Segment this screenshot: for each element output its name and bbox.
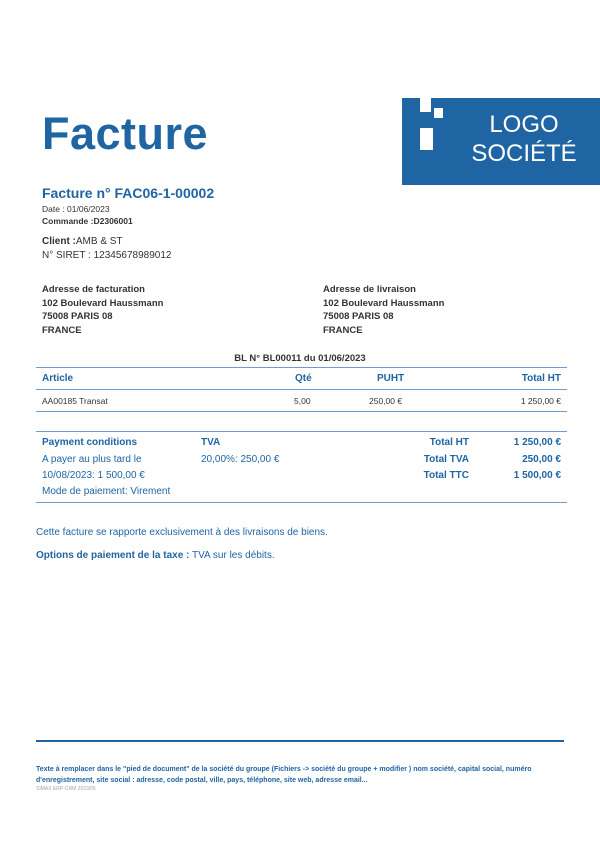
payment-conditions-title: Payment conditions: [42, 437, 138, 448]
logo-text: [454, 110, 594, 168]
total-tva-label: Total TVA: [423, 454, 469, 465]
payment-deadline: A payer au plus tard le: [42, 454, 142, 465]
summary-bottom-rule: [36, 502, 567, 503]
document-title: Facture: [42, 108, 209, 159]
col-header-puht: PUHT: [377, 373, 405, 384]
tax-option-note: [36, 550, 275, 561]
row-article: AA00185 Transat: [42, 396, 108, 406]
total-tva-value: 250,00 €: [522, 454, 561, 465]
goods-note: Cette facture se rapporte exclusivement à des livraisons de biens.: [36, 527, 328, 538]
total-ttc-label: Total TTC: [423, 470, 469, 481]
logo-shape: [434, 108, 443, 118]
logo-line-1: LOGO: [489, 111, 559, 138]
billing-title: Adresse de facturation: [42, 284, 145, 295]
summary-top-rule: [36, 431, 567, 432]
table-top-rule: [36, 367, 567, 368]
order-number: Commande :D2306001: [42, 216, 133, 226]
billing-address: [42, 283, 163, 337]
payment-mode: Mode de paiement: Virement: [42, 486, 171, 497]
shipping-line-3: FRANCE: [323, 324, 363, 336]
total-ttc-value: 1 500,00 €: [513, 470, 561, 481]
delivery-note-ref: BL N° BL00011 du 01/06/2023: [234, 353, 366, 364]
col-header-qty: Qté: [295, 373, 312, 384]
shipping-title: Adresse de livraison: [323, 284, 416, 295]
shipping-line-2: 75008 PARIS 08: [323, 311, 394, 322]
footer-subtext: SIMAX ERP-CRM 2023/05: [36, 786, 96, 792]
logo-shape: [420, 128, 433, 150]
company-logo: [402, 98, 600, 185]
tax-option-label: Options de paiement de la taxe :: [36, 550, 190, 561]
shipping-address: [323, 283, 444, 337]
client-name: AMB & ST: [75, 236, 123, 247]
row-qty: 5,00: [294, 396, 311, 406]
logo-shape: [420, 98, 431, 112]
footer-rule: [36, 740, 564, 742]
col-header-article: Article: [42, 373, 74, 384]
logo-line-2: SOCIÉTÉ: [471, 140, 577, 167]
tva-value: 20,00%: 250,00 €: [201, 454, 280, 465]
row-puht: 250,00 €: [369, 396, 403, 406]
billing-line-1: 102 Boulevard Haussmann: [42, 297, 164, 309]
shipping-line-1: 102 Boulevard Haussmann: [323, 297, 445, 309]
col-header-total: Total HT: [521, 373, 561, 384]
payment-deadline-amount: 10/08/2023: 1 500,00 €: [42, 470, 145, 481]
client-line: [42, 236, 123, 247]
invoice-date: Date : 01/06/2023: [42, 204, 110, 214]
client-label: Client :: [42, 236, 76, 247]
tax-option-value: TVA sur les débits.: [191, 550, 275, 561]
billing-line-3: FRANCE: [42, 324, 82, 336]
table-header-rule: [36, 389, 567, 390]
row-total: 1 250,00 €: [520, 396, 561, 406]
billing-line-2: 75008 PARIS 08: [42, 311, 113, 322]
table-bottom-rule: [36, 411, 567, 412]
total-ht-value: 1 250,00 €: [513, 437, 561, 448]
tva-title: TVA: [201, 437, 221, 448]
invoice-number: Facture n° FAC06-1-00002: [42, 185, 215, 201]
client-siret: N° SIRET : 12345678989012: [42, 250, 172, 261]
footer-text: Texte à remplacer dans le "pied de document" de la société du groupe (Fichiers -> société du groupe + modifier ) nom société, capital social, numéro d'enregistrement, site social : adresse, code postal, ville, pays, téléphone, site web, adresse email...: [36, 766, 532, 784]
total-ht-label: Total HT: [429, 437, 469, 448]
